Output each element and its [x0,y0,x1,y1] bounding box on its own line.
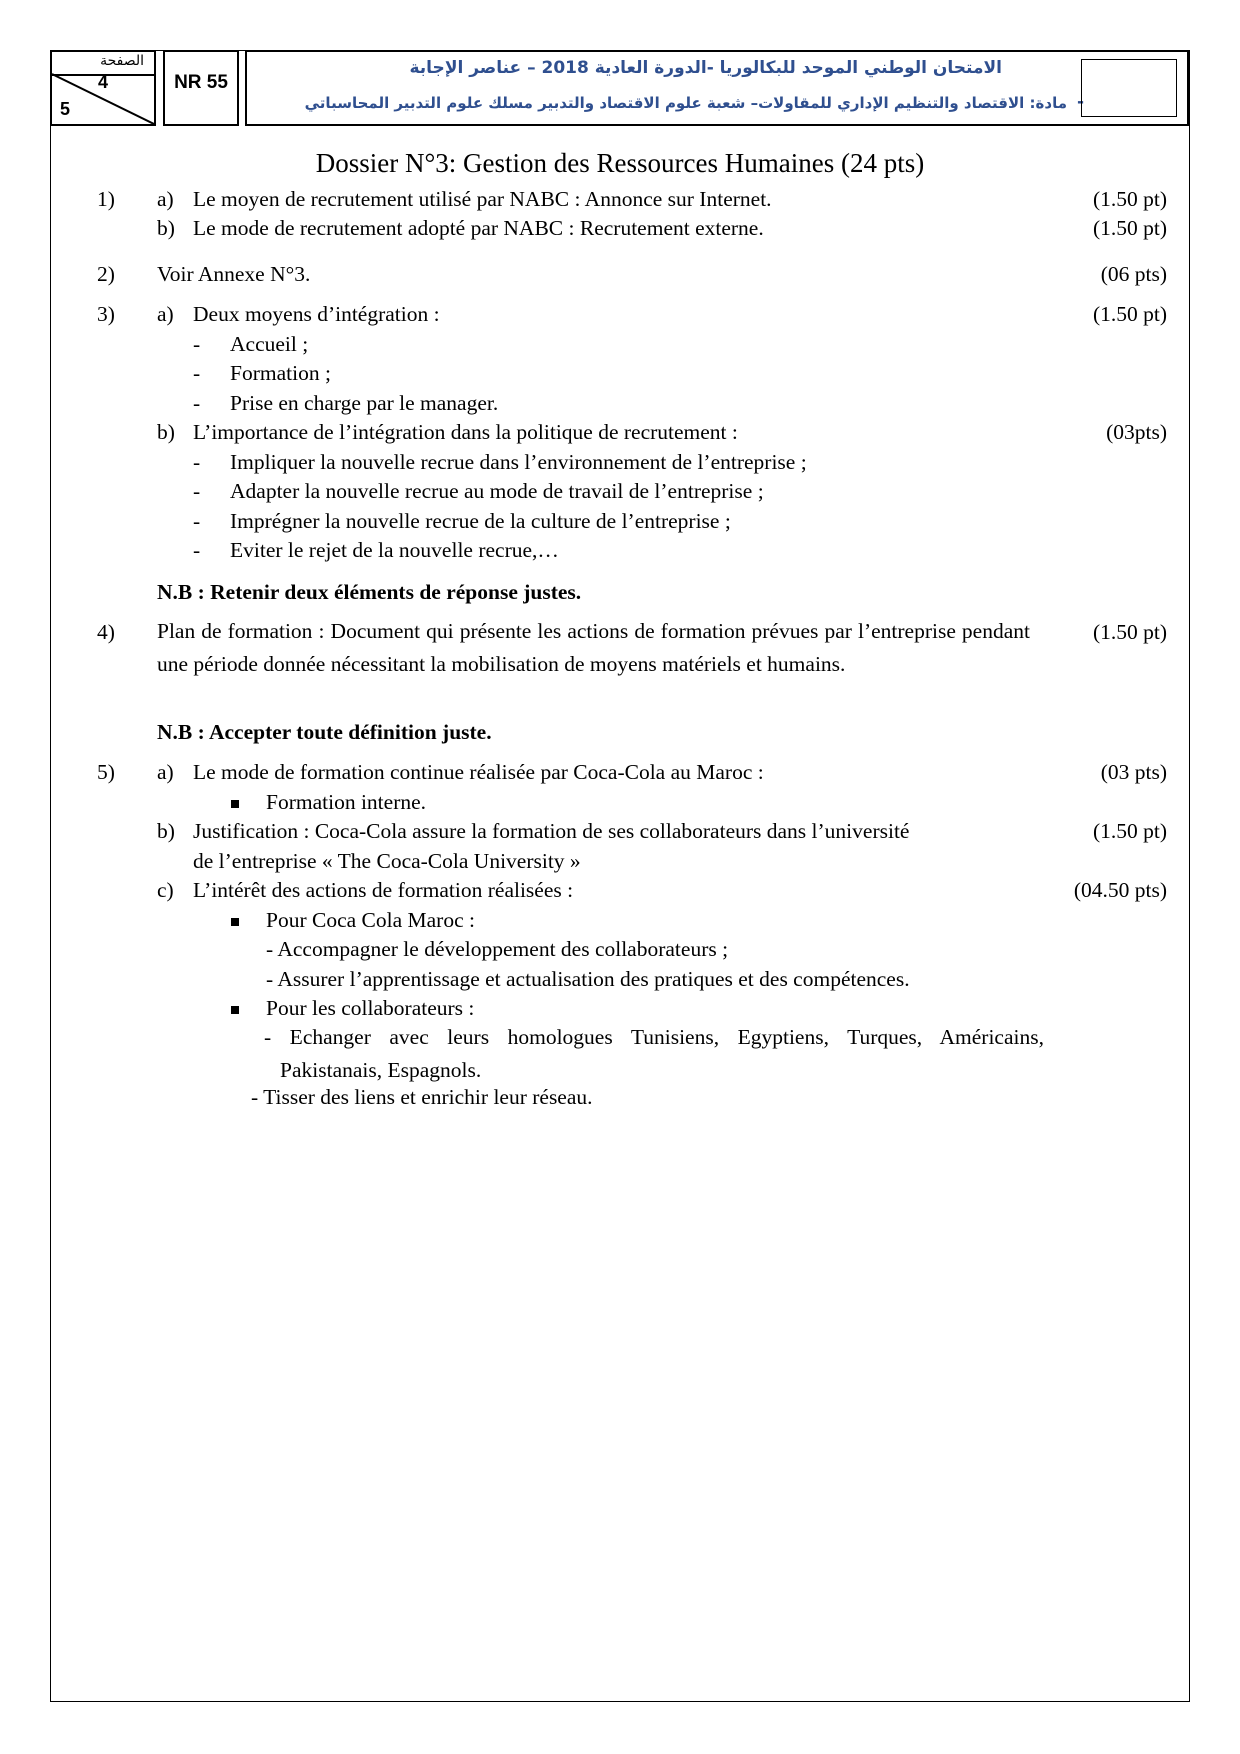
list-item: Adapter la nouvelle recrue au mode de travail de l’entreprise ; [230,479,764,503]
q5c-group2-item: - Tisser des liens et enrichir leur réseau. [251,1085,593,1109]
exam-header-dash: - [1076,92,1084,112]
list-dash: - [193,538,201,562]
q5a-text: Le mode de formation continue réalisée par Coca-Cola au Maroc : [193,760,764,784]
list-item: Impliquer la nouvelle recrue dans l’environnement de l’entreprise ; [230,450,807,474]
square-bullet-icon [231,910,239,932]
q5b-line1: Justification : Coca-Cola assure la formation de ses collaborateurs dans l’université [193,819,910,843]
q3b-letter: b) [157,420,175,444]
q5b-line2: de l’entreprise « The Coca-Cola University » [193,849,581,873]
square-bullet-icon [231,792,239,814]
exam-header-line1: الامتحان الوطني الموحد للبكالوريا -الدورة العادية 2018 – عناصر الإجابة [409,58,1002,78]
page-frame [50,50,1190,1702]
q5c-group1-item: - Accompagner le développement des collaborateurs ; [266,937,729,961]
q1b-points: (1.50 pt) [1092,216,1167,240]
list-item: Prise en charge par le manager. [230,391,499,415]
q3a-letter: a) [157,302,174,326]
exam-code-box [163,50,239,126]
q1b-letter: b) [157,216,175,240]
page-current: 4 [97,72,108,92]
list-dash: - [193,509,201,533]
q5c-letter: c) [157,878,174,902]
q4-points: (1.50 pt) [1092,620,1167,644]
q3-number: 3) [97,302,115,326]
q5c-group2-item: - Echanger avec leurs homologues Tunisiens, Egyptiens, Turques, Américains, Pakistanais, Espagnols. [264,1025,1044,1082]
q5c-group2: Pour les collaborateurs : [266,996,475,1020]
q1a-letter: a) [157,187,174,211]
q5-number: 5) [97,760,115,784]
blank-stamp-box [1081,59,1177,117]
q5b-letter: b) [157,819,175,843]
list-dash: - [193,391,201,415]
page-label: الصفحة [100,53,144,69]
q5c-group1-item: - Assurer l’apprentissage et actualisation des pratiques et des compétences. [266,967,910,991]
q1b-text: Le mode de recrutement adopté par NABC : Recrutement externe. [193,216,764,240]
q5a-letter: a) [157,760,174,784]
q3-note: N.B : Retenir deux éléments de réponse justes. [157,580,582,604]
q3b-text: L’importance de l’intégration dans la politique de recrutement : [193,420,738,444]
list-dash: - [193,332,201,356]
q4-number: 4) [97,620,115,644]
exam-header-line2: مادة: الاقتصاد والتنظيم الإداري للمقاولات– شعبة علوم الاقتصاد والتدبير مسلك علوم التدبير المحاسباتي [304,94,1067,112]
document-title: Dossier N°3: Gestion des Ressources Humaines (24 pts) [315,148,925,178]
q5a-item: Formation interne. [266,790,427,814]
q4-note: N.B : Accepter toute définition juste. [157,720,492,744]
list-item: Imprégner la nouvelle recrue de la culture de l’entreprise ; [230,509,731,533]
exam-code: NR 55 [174,72,228,93]
q3b-points: (03pts) [1106,420,1167,444]
exam-header-box [245,50,1189,126]
q1-number: 1) [97,187,115,211]
list-dash: - [193,450,201,474]
page-total: 5 [60,99,71,119]
q5c-points: (04.50 pts) [1073,878,1167,902]
q2-number: 2) [97,262,115,286]
q3a-text: Deux moyens d’intégration : [193,302,440,326]
q1a-text: Le moyen de recrutement utilisé par NABC : Annonce sur Internet. [193,187,772,211]
q2-text: Voir Annexe N°3. [157,262,311,286]
list-item: Eviter le rejet de la nouvelle recrue,… [230,538,559,562]
q2-points: (06 pts) [1100,262,1167,286]
q5a-points: (03 pts) [1100,760,1167,784]
square-bullet-icon [231,998,239,1020]
list-item: Formation ; [230,361,331,385]
q5c-text: L’intérêt des actions de formation réalisées : [193,878,574,902]
list-item: Accueil ; [230,332,309,356]
list-dash: - [193,361,201,385]
q1a-points: (1.50 pt) [1092,187,1167,211]
list-dash: - [193,479,201,503]
q5b-points: (1.50 pt) [1092,819,1167,843]
q5c-group1: Pour Coca Cola Maroc : [266,908,475,932]
page-number-box [50,50,156,126]
q3a-points: (1.50 pt) [1092,302,1167,326]
q4-text: Plan de formation : Document qui présente les actions de formation prévues par l’entreprise pendant une période donnée nécessitant la mobilisation de moyens matériels et humains. [157,619,1030,676]
